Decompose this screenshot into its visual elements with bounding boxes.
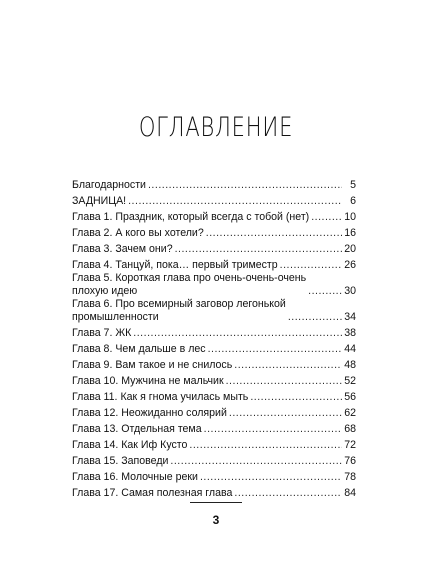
toc-entry-label: Глава 8. Чем дальше в лес xyxy=(72,343,206,355)
dot-leader xyxy=(234,487,342,500)
table-of-contents xyxy=(72,176,356,500)
toc-entry xyxy=(72,484,356,500)
dot-leader xyxy=(308,285,342,298)
toc-entry-label: Глава 7. ЖК xyxy=(72,327,132,339)
toc-entry-label: Глава 4. Танцуй, пока… первый триместр xyxy=(72,259,278,271)
dot-leader xyxy=(175,243,342,256)
toc-entry-page: 5 xyxy=(350,179,356,191)
dot-leader xyxy=(288,311,342,324)
toc-entry xyxy=(72,468,356,484)
toc-entry-label: Глава 12. Неожиданно солярий xyxy=(72,407,227,419)
toc-entry-page: 52 xyxy=(344,375,356,387)
toc-entry-page: 84 xyxy=(344,487,356,499)
toc-entry xyxy=(72,272,356,298)
toc-entry-label: Глава 5. Короткая глава про очень-очень-очень плохую идею xyxy=(72,272,307,297)
dot-leader xyxy=(204,423,342,436)
dot-leader xyxy=(170,455,342,468)
dot-leader xyxy=(234,359,342,372)
toc-entry-page: 72 xyxy=(344,439,356,451)
toc-entry-page: 10 xyxy=(344,211,356,223)
toc-entry xyxy=(72,388,356,404)
toc-entry-label: Глава 13. Отдельная тема xyxy=(72,423,202,435)
toc-entry-label: Глава 11. Как я гнома училась мыть xyxy=(72,391,249,403)
toc-entry xyxy=(72,340,356,356)
toc-entry xyxy=(72,420,356,436)
toc-entry-label: ЗАДНИЦА! xyxy=(72,195,127,207)
toc-entry-page: 38 xyxy=(344,327,356,339)
toc-entry-page: 20 xyxy=(344,243,356,255)
toc-entry xyxy=(72,176,356,192)
toc-entry-page: 68 xyxy=(344,423,356,435)
toc-entry-label: Глава 6. Про всемирный заговор легонькой промышленности xyxy=(72,298,286,323)
toc-entry-label: Глава 3. Зачем они? xyxy=(72,243,173,255)
toc-entry xyxy=(72,372,356,388)
toc-entry-label: Глава 17. Самая полезная глава xyxy=(72,487,233,499)
toc-entry-label: Благодарности xyxy=(72,179,146,191)
dot-leader xyxy=(206,227,342,240)
dot-leader xyxy=(311,211,342,224)
toc-entry xyxy=(72,404,356,420)
toc-entry-page: 56 xyxy=(344,391,356,403)
dot-leader xyxy=(133,327,342,340)
toc-entry-page: 76 xyxy=(344,455,356,467)
dot-leader xyxy=(148,179,342,192)
toc-entry-page: 78 xyxy=(344,471,356,483)
dot-leader xyxy=(280,259,342,272)
dot-leader xyxy=(208,343,342,356)
toc-entry xyxy=(72,208,356,224)
toc-entry xyxy=(72,436,356,452)
toc-entry xyxy=(72,356,356,372)
footer-rule xyxy=(190,502,242,503)
dot-leader xyxy=(226,375,342,388)
toc-title: ОГЛАВЛЕНИЕ xyxy=(138,112,294,143)
toc-entry-label: Глава 16. Молочные реки xyxy=(72,471,198,483)
toc-entry-page: 48 xyxy=(344,359,356,371)
dot-leader xyxy=(189,439,342,452)
toc-entry-page: 30 xyxy=(344,285,356,297)
toc-entry-label: Глава 14. Как Иф Кусто xyxy=(72,439,188,451)
toc-entry xyxy=(72,240,356,256)
toc-entry-page: 44 xyxy=(344,343,356,355)
toc-entry xyxy=(72,324,356,340)
toc-entry-page: 16 xyxy=(344,227,356,239)
dot-leader xyxy=(229,407,342,420)
toc-entry-page: 26 xyxy=(344,259,356,271)
toc-entry-label: Глава 10. Мужчина не мальчик xyxy=(72,375,224,387)
dot-leader xyxy=(128,195,342,208)
toc-entry xyxy=(72,298,356,324)
toc-entry xyxy=(72,224,356,240)
toc-entry-page: 62 xyxy=(344,407,356,419)
dot-leader xyxy=(200,471,342,484)
toc-entry xyxy=(72,256,356,272)
dot-leader xyxy=(250,391,342,404)
toc-entry-label: Глава 15. Заповеди xyxy=(72,455,169,467)
toc-entry xyxy=(72,192,356,208)
toc-entry-label: Глава 1. Праздник, который всегда с тобой (нет) xyxy=(72,211,310,223)
toc-entry-page: 34 xyxy=(344,311,356,323)
toc-entry-label: Глава 9. Вам такое и не снилось xyxy=(72,359,233,371)
page-number: 3 xyxy=(212,513,220,527)
toc-entry xyxy=(72,452,356,468)
toc-entry-page: 6 xyxy=(350,195,356,207)
toc-entry-label: Глава 2. А кого вы хотели? xyxy=(72,227,204,239)
